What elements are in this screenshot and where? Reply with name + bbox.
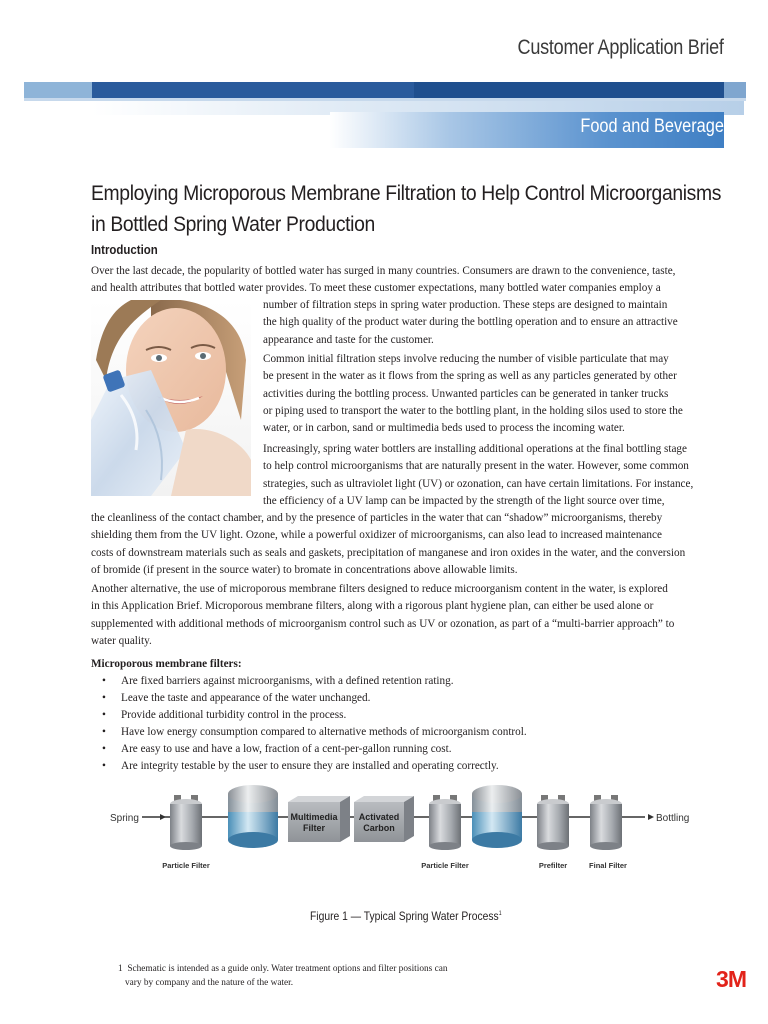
list-item: • Have low energy consumption compared to alternative methods of microorganism control.	[91, 724, 527, 741]
multimedia-label-2: Filter	[302, 823, 326, 833]
footnote-number: 1	[118, 964, 123, 974]
bottling-label: Bottling	[656, 813, 690, 824]
list-item: • Are fixed barriers against microorganisms, with a defined retention rating.	[91, 673, 527, 690]
multimedia-label-1: Multimedia	[290, 812, 338, 822]
footnote: 1 Schematic is intended as a guide only. Water treatment options and filter positions can vary by company and the nature of the water.	[118, 964, 448, 988]
section-label: Food and Beverage	[580, 116, 724, 137]
paragraph-1: Over the last decade, the popularity of bottled water has surged in many countries. Consumers are drawn to the convenience, taste, and health attributes that bottled water provides. To meet these customer expectations, many bottled water companies employ a	[91, 265, 676, 295]
particle-filter-label-1: Particle Filter	[162, 861, 210, 870]
benefits-heading: Microporous membrane filters:	[91, 658, 242, 670]
introduction-heading: Introduction	[91, 242, 158, 257]
particle-filter-housing	[170, 795, 202, 850]
storage-tank	[228, 785, 278, 848]
activated-carbon-box	[354, 796, 414, 842]
woman-with-water-bottle-photo	[91, 300, 251, 496]
list-item: • Are integrity testable by the user to ensure they are installed and operating correctly.	[91, 758, 527, 775]
paragraph-2: Common initial filtration steps involve reducing the number of visible particulate that may be present in the water as it flows from the spring as well as any particles generated by other activities during the bottling process. Unwanted particles can be generated in tanker trucks or piping used to transport the water to the bottling plant, in the holding silos used to store the water, or in carbon, sand or multimedia beds used to process the incoming water.	[263, 353, 683, 435]
particle-filter-label-2: Particle Filter	[421, 861, 469, 870]
prefilter-housing	[537, 795, 569, 850]
list-item: • Leave the taste and appearance of the water unchanged.	[91, 690, 527, 707]
3m-logo: 3M	[716, 966, 746, 992]
carbon-label-1: Activated	[358, 812, 400, 822]
final-filter-label: Final Filter	[589, 861, 627, 870]
paragraph-1-continued: number of filtration steps in spring water production. These steps are designed to maintain the high quality of the product water during the bottling operation and to ensure an attractive appearance and taste for the customer.	[263, 299, 678, 346]
figure-caption: Figure 1 — Typical Spring Water Process$^1$	[310, 909, 502, 923]
storage-tank	[472, 785, 522, 848]
final-filter-housing	[590, 795, 622, 850]
process-diagram	[100, 784, 700, 879]
page-title: Employing Microporous Membrane Filtration to Help Control Microorganisms in Bottled Spring Water Production	[91, 181, 722, 236]
carbon-label-2: Carbon	[363, 823, 395, 833]
multimedia-filter-box	[288, 796, 350, 842]
paragraph-4: Another alternative, the use of microporous membrane filters designed to reduce microorganism content in the water, is explored in this Application Brief. Microporous membrane filters, along with a rigorous plant hygiene plan, can either be used alone or supplemented with additional methods of microorganism control such as UV or ozonation, as part of a “multi-barrier approach” to water quality.	[91, 583, 675, 647]
paragraph-3-continued: the cleanliness of the contact chamber, and by the presence of particles in the water that can “shadow” microorganisms, thereby shielding them from the UV light. Ozone, while a powerful oxidizer of microorganisms, can also lead to increased maintenance costs of downstream materials such as seals and gaskets, precipitation of manganese and iron oxides in the water, and the conversion of bromide (if present in the source water) to bromate in concentrations above allowable limits.	[91, 512, 686, 576]
list-item: • Are easy to use and have a low, fraction of a cent-per-gallon running cost.	[91, 741, 527, 758]
paragraph-3: Increasingly, spring water bottlers are installing additional operations at the final bottling stage to help control microorganisms that are naturally present in the water. However, some common strategies, such as ultraviolet light (UV) or ozonation, can have certain limitations. For instance, the efficiency of a UV lamp can be impacted by the strength of the light source over time,	[263, 443, 694, 507]
document-type-title: Customer Application Brief	[517, 36, 724, 59]
particle-filter-housing	[429, 795, 461, 850]
prefilter-label: Prefilter	[538, 861, 568, 870]
benefits-list	[91, 656, 527, 776]
list-item: • Provide additional turbidity control in the process.	[91, 707, 527, 724]
spring-label: Spring	[110, 813, 139, 824]
